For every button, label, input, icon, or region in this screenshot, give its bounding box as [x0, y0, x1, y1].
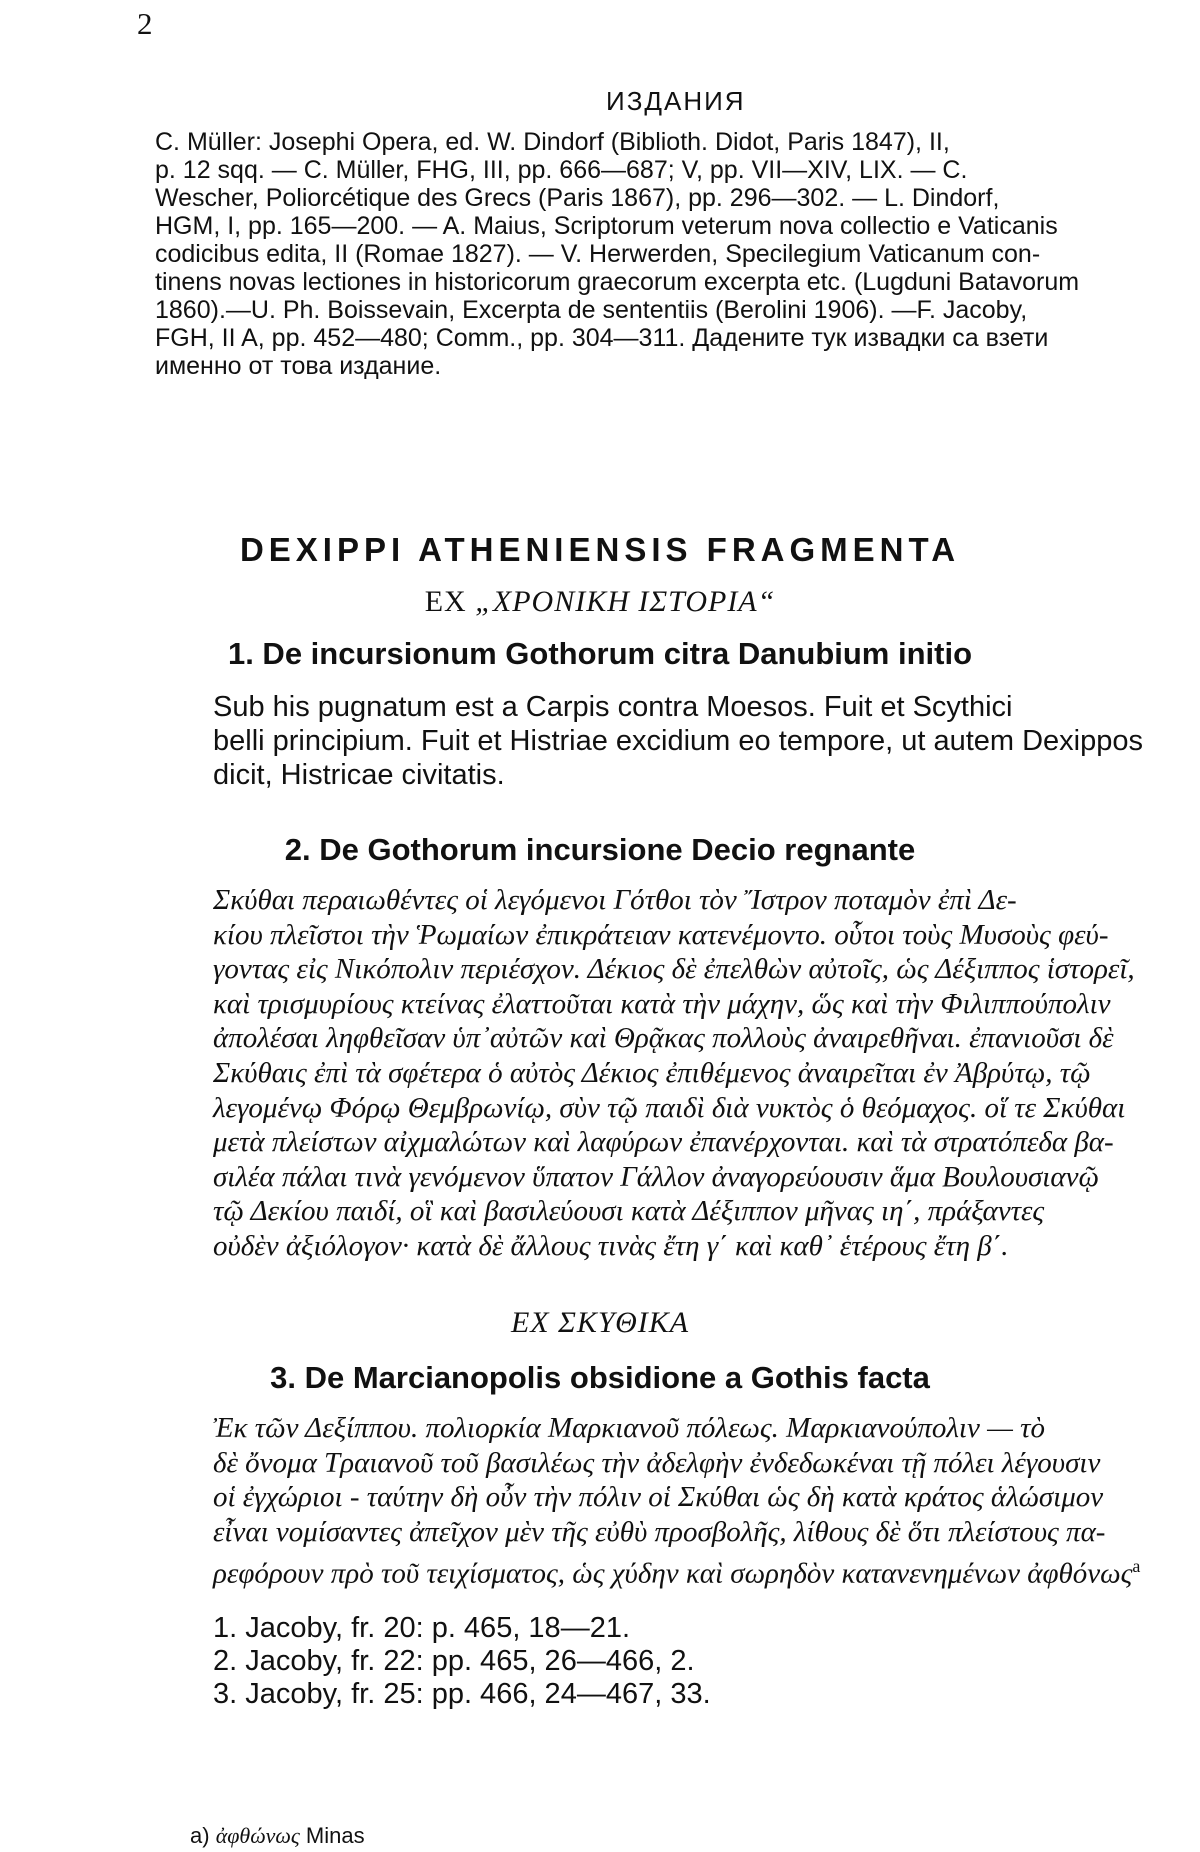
- greek-line: [213, 1549, 1188, 1591]
- section-1-title: 1. De incursionum Gothorum citra Danubium initio: [227, 636, 973, 671]
- editions-paragraph: [155, 128, 1195, 380]
- greek-line: μετὰ πλείστων αἰχμαλώτων καὶ λαφύρων ἐπανέρχονται. καὶ τὰ στρατόπεδα βα-: [213, 1126, 1114, 1159]
- note-source: Minas: [305, 1823, 365, 1848]
- editions-heading: ИЗДАНИЯ: [606, 86, 746, 116]
- greek-line: ἀπολέσαι ληφθεῖσαν ὑπ᾽αὐτῶν καὶ Θρᾷκας πολλοὺς ἀναιρεθῆναι. ἐπανιοῦσι δὲ: [213, 1022, 1114, 1055]
- greek-line: τῷ Δεκίου παιδί, οἳ καὶ βασιλεύουσι κατὰ Δέξιππον μῆνας ιη΄, πράξαντες: [213, 1195, 1045, 1228]
- subtitle-greek: „ΧΡΟΝΙΚΗ ΙΣΤΟΡΙΑ“: [475, 585, 776, 618]
- text-line: belli principium. Fuit et Histriae excidium eo tempore, ut autem Dexippos: [213, 725, 1144, 757]
- greek-line: Ἐκ τῶν Δεξίππου. πολιορκία Μαρκιανοῦ πόλεως. Μαρκιανούπολιν — τὸ: [213, 1412, 1046, 1444]
- note-label: а): [190, 1823, 210, 1848]
- greek-line: λεγομένῳ Φόρῳ Θεμβρωνίῳ, σὺν τῷ παιδὶ διὰ νυκτὸς ὁ θεόμαχος. οἵ τε Σκύθαι: [213, 1091, 1126, 1124]
- greek-line: Σκύθαι περαιωθέντες οἱ λεγόμενοι Γότθοι τὸν Ἴστρον ποταμὸν ἐπὶ Δε-: [213, 884, 1017, 916]
- greek-line: οἱ ἐγχώριοι - ταύτην δὴ οὖν τὴν πόλιν οἱ Σκύθαι ὡς δὴ κατὰ κράτος ἁλώσιμον: [213, 1481, 1104, 1514]
- editions-line: именно от това издание.: [155, 352, 442, 380]
- editions-line: tinens novas lectiones in historicorum graecorum excerpta etc. (Lugduni Batavorum: [155, 268, 1080, 296]
- editions-line: Wescher, Poliorcétique des Grecs (Paris 1867), pp. 296—302. — L. Dindorf,: [155, 184, 1000, 212]
- section-3-title: 3. De Marcianopolis obsidione a Gothis facta: [270, 1360, 930, 1395]
- main-title: DEXIPPI ATHENIENSIS FRAGMENTA: [239, 531, 961, 568]
- greek-line: γοντας εἰς Νικόπολιν περιέσχον. Δέκιος δὲ ἐπελθὼν αὐτοῖς, ὡς Δέξιππος ἱστορεῖ,: [213, 953, 1135, 986]
- greek-line: κίου πλεῖστοι τὴν Ῥωμαίων ἐπικράτειαν κατενέμοντο. οὗτοι τοὺς Μυσοὺς φεύ-: [213, 918, 1109, 951]
- greek-line-text: ρεφόρουν πρὸ τοῦ τειχίσματος, ὡς χύδην καὶ σωρηδὸν κατανενημένων ἀφθόνως: [213, 1558, 1133, 1591]
- greek-line: εἶναι νομίσαντες ἀπεῖχον μὲν τῆς εὐθὺ προσβολῆς, λίθους δὲ ὅτι πλείστους πα-: [213, 1515, 1106, 1548]
- greek-line: σιλέα πάλαι τινὰ γενόμενον ὕπατον Γάλλον ἀναγορεύουσιν ἅμα Βουλουσιανῷ: [213, 1160, 1099, 1193]
- apparatus-note: [190, 1823, 365, 1849]
- section-3-text: [213, 1411, 1188, 1592]
- editions-line: FGH, II A, pp. 452—480; Comm., pp. 304—311. Дадените тук извадки са взети: [155, 324, 1049, 352]
- editions-line: HGM, I, pp. 165—200. — A. Maius, Scriptorum veterum nova collectio e Vaticanis: [155, 212, 1058, 240]
- greek-line: Σκύθαις ἐπὶ τὰ σφέτερα ὁ αὐτὸς Δέκιος ἐπιθέμενος ἀναιρεῖται ἐν Ἀβρύτῳ, τῷ: [213, 1056, 1091, 1089]
- fragment-ref: 1. Jacoby, fr. 20: p. 465, 18—21.: [213, 1612, 631, 1644]
- ex-skythika-heading: ΕΧ ΣΚΥΘΙΚΑ: [510, 1306, 690, 1339]
- fragment-references: [213, 1612, 711, 1711]
- editions-line: p. 12 sqq. — C. Müller, FHG, III, pp. 666—687; V, pp. VII—XIV, LIX. — C.: [155, 156, 968, 184]
- subtitle-prefix: EX: [424, 585, 476, 618]
- fragment-ref: 3. Jacoby, fr. 25: pp. 466, 24—467, 33.: [213, 1678, 711, 1710]
- greek-line: οὐδὲν ἀξιόλογον· κατὰ δὲ ἄλλους τινὰς ἔτη γ΄ καὶ καθ᾽ ἑτέρους ἔτη β΄.: [213, 1229, 1009, 1262]
- fragment-ref: 2. Jacoby, fr. 22: pp. 465, 26—466, 2.: [213, 1645, 695, 1677]
- editions-line: C. Müller: Josephi Opera, ed. W. Dindorf (Biblioth. Didot, Paris 1847), II,: [155, 128, 950, 156]
- editions-line: 1860).—U. Ph. Boissevain, Excerpta de sententiis (Berolini 1906). —F. Jacoby,: [155, 296, 1028, 324]
- text-line: dicit, Histricae civitatis.: [213, 759, 505, 791]
- subtitle: [0, 585, 1200, 619]
- note-greek: ἀφθώνως: [215, 1823, 300, 1848]
- section-2-text: [213, 883, 1188, 1264]
- section-1-text: [213, 690, 1188, 792]
- greek-line: δὲ ὄνομα Τραιανοῦ τοῦ βασιλέως τὴν ἀδελφὴν ἐνδεδωκέναι τῇ πόλει λέγουσιν: [213, 1446, 1101, 1479]
- greek-line: καὶ τρισμυρίους κτείνας ἐλαττοῦται κατὰ τὴν μάχην, ὥς καὶ τὴν Φιλιππούπολιν: [213, 987, 1111, 1020]
- page-number: 2: [137, 6, 153, 41]
- footnote-marker: a: [1132, 1556, 1141, 1577]
- text-line: Sub his pugnatum est a Carpis contra Moesos. Fuit et Scythici: [213, 691, 1013, 723]
- section-2-title: 2. De Gothorum incursione Decio regnante: [284, 832, 916, 867]
- editions-line: codicibus edita, II (Romae 1827). — V. Herwerden, Specilegium Vaticanum con-: [155, 240, 1041, 268]
